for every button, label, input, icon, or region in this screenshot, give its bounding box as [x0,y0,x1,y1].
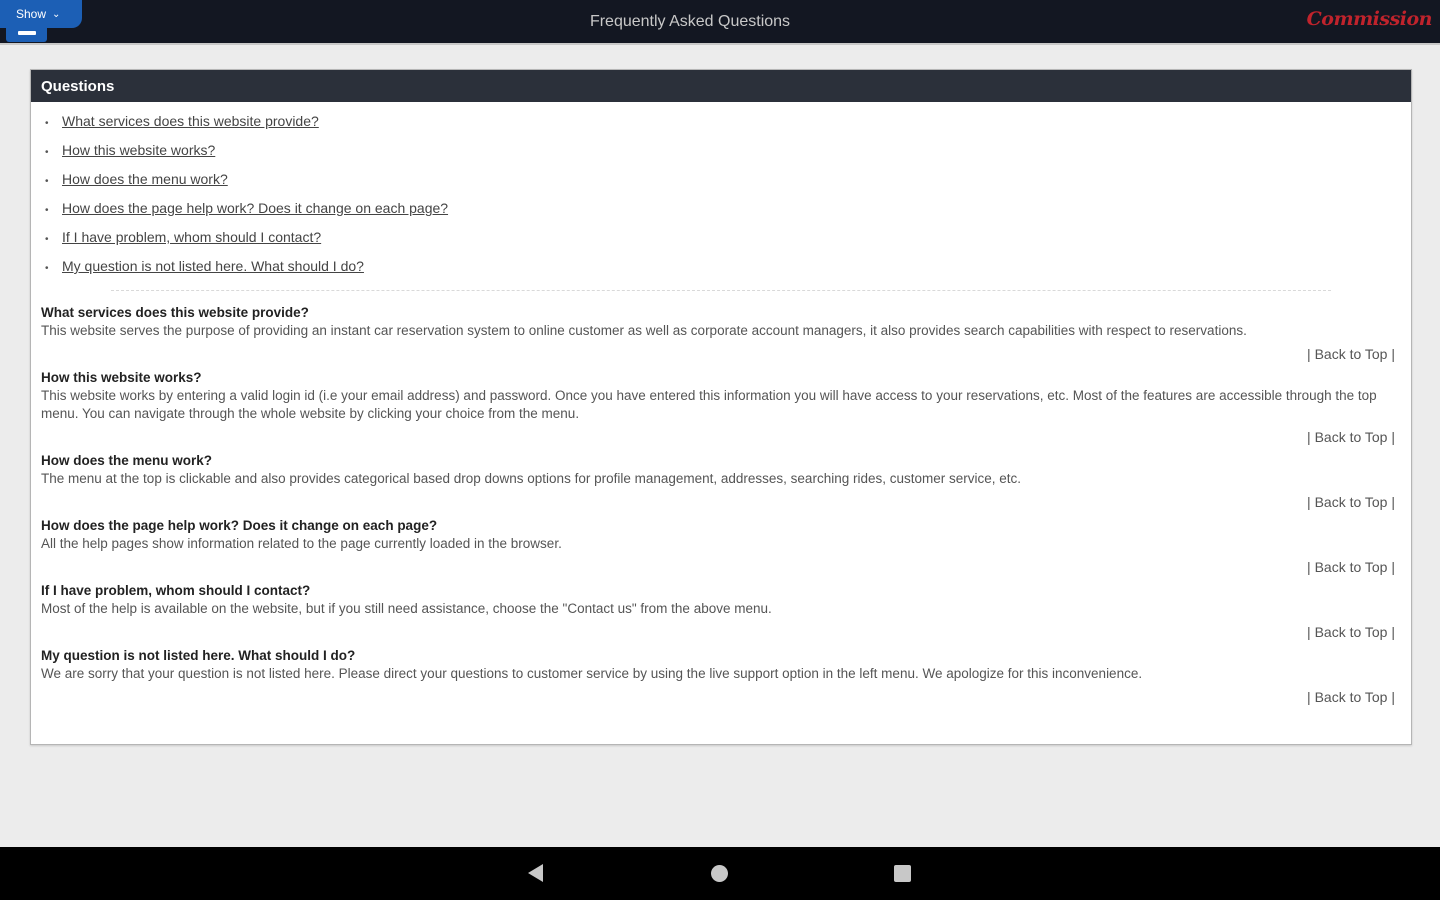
answer-question: How does the page help work? Does it change on each page? [41,518,438,533]
back-to-top-link[interactable]: | Back to Top | [1307,559,1395,575]
answer-text: Most of the help is available on the website, but if you still need assistance, choose the "Contact us" from the above menu. [41,601,772,616]
answer-block [41,304,1395,340]
system-nav-bar [0,847,1440,900]
back-to-top-link[interactable]: | Back to Top | [1307,689,1395,705]
show-menu-label: Show [16,7,47,21]
back-triangle-icon[interactable] [528,864,543,882]
answer-question: How this website works? [41,370,202,385]
bullet-icon: • [45,118,49,129]
back-to-top [41,558,1395,576]
question-item [45,107,1411,136]
question-link[interactable]: If I have problem, whom should I contact? [62,229,322,245]
question-item [45,194,1411,223]
bullet-icon: • [45,263,49,274]
recent-apps-square-icon[interactable] [894,865,911,882]
bullet-icon: • [45,147,49,158]
answer-question: If I have problem, whom should I contact? [41,583,311,598]
home-circle-icon[interactable] [711,865,728,882]
question-item [45,252,1411,281]
menu-icon [18,31,36,35]
bullet-icon: • [45,176,49,187]
answer-question: How does the menu work? [41,453,213,468]
back-to-top [41,688,1395,706]
page-title: Frequently Asked Questions [589,13,791,30]
answer-block [41,582,1395,618]
bullet-icon: • [45,234,49,245]
answer-text: This website serves the purpose of providing an instant car reservation system to online customer as well as corporate account managers, it also provides search capabilities with respect to reservations. [41,323,1247,338]
back-to-top-link[interactable]: | Back to Top | [1307,624,1395,640]
answer-text: This website works by entering a valid login id (i.e your email address) and password. Once you have entered this information you will have access to your reservations, etc. Most of the features are accessible through the top menu. You can navigate through the whole website by clicking your choice from the menu. [41,388,1377,421]
brand-logo: Commission [1306,8,1432,30]
question-item [45,136,1411,165]
answer-text: All the help pages show information related to the page currently loaded in the browser. [41,536,562,551]
question-list [31,102,1411,281]
back-to-top [41,493,1395,511]
answer-block [41,647,1395,683]
question-link[interactable]: How does the menu work? [62,171,228,187]
answer-question: My question is not listed here. What should I do? [41,648,356,663]
back-to-top-link[interactable]: | Back to Top | [1307,346,1395,362]
answer-block [41,369,1395,423]
answers-section [31,291,1411,706]
question-link[interactable]: How this website works? [62,142,216,158]
answer-text: We are sorry that your question is not listed here. Please direct your questions to customer service by using the live support option in the left menu. We apologize for this inconvenience. [41,666,1143,681]
back-to-top [41,428,1395,446]
menu-toggle-button[interactable] [6,28,47,42]
back-to-top [41,623,1395,641]
faq-panel [30,69,1412,745]
answer-text: The menu at the top is clickable and also provides categorical based drop downs options for profile management, addresses, searching rides, customer service, etc. [41,471,1022,486]
panel-title: Questions [31,70,1411,102]
question-item [45,165,1411,194]
back-to-top-link[interactable]: | Back to Top | [1307,429,1395,445]
question-item [45,223,1411,252]
question-link[interactable]: What services does this website provide? [62,113,319,129]
chevron-down-icon: ⌄ [52,9,61,20]
back-to-top-link[interactable]: | Back to Top | [1307,494,1395,510]
question-link[interactable]: How does the page help work? Does it change on each page? [62,200,449,216]
top-bar [0,0,1440,45]
bullet-icon: • [45,205,49,216]
answer-block [41,517,1395,553]
question-link[interactable]: My question is not listed here. What should I do? [62,258,364,274]
answer-question: What services does this website provide? [41,305,309,320]
answer-block [41,452,1395,488]
back-to-top [41,345,1395,363]
show-menu-button[interactable] [0,0,82,28]
